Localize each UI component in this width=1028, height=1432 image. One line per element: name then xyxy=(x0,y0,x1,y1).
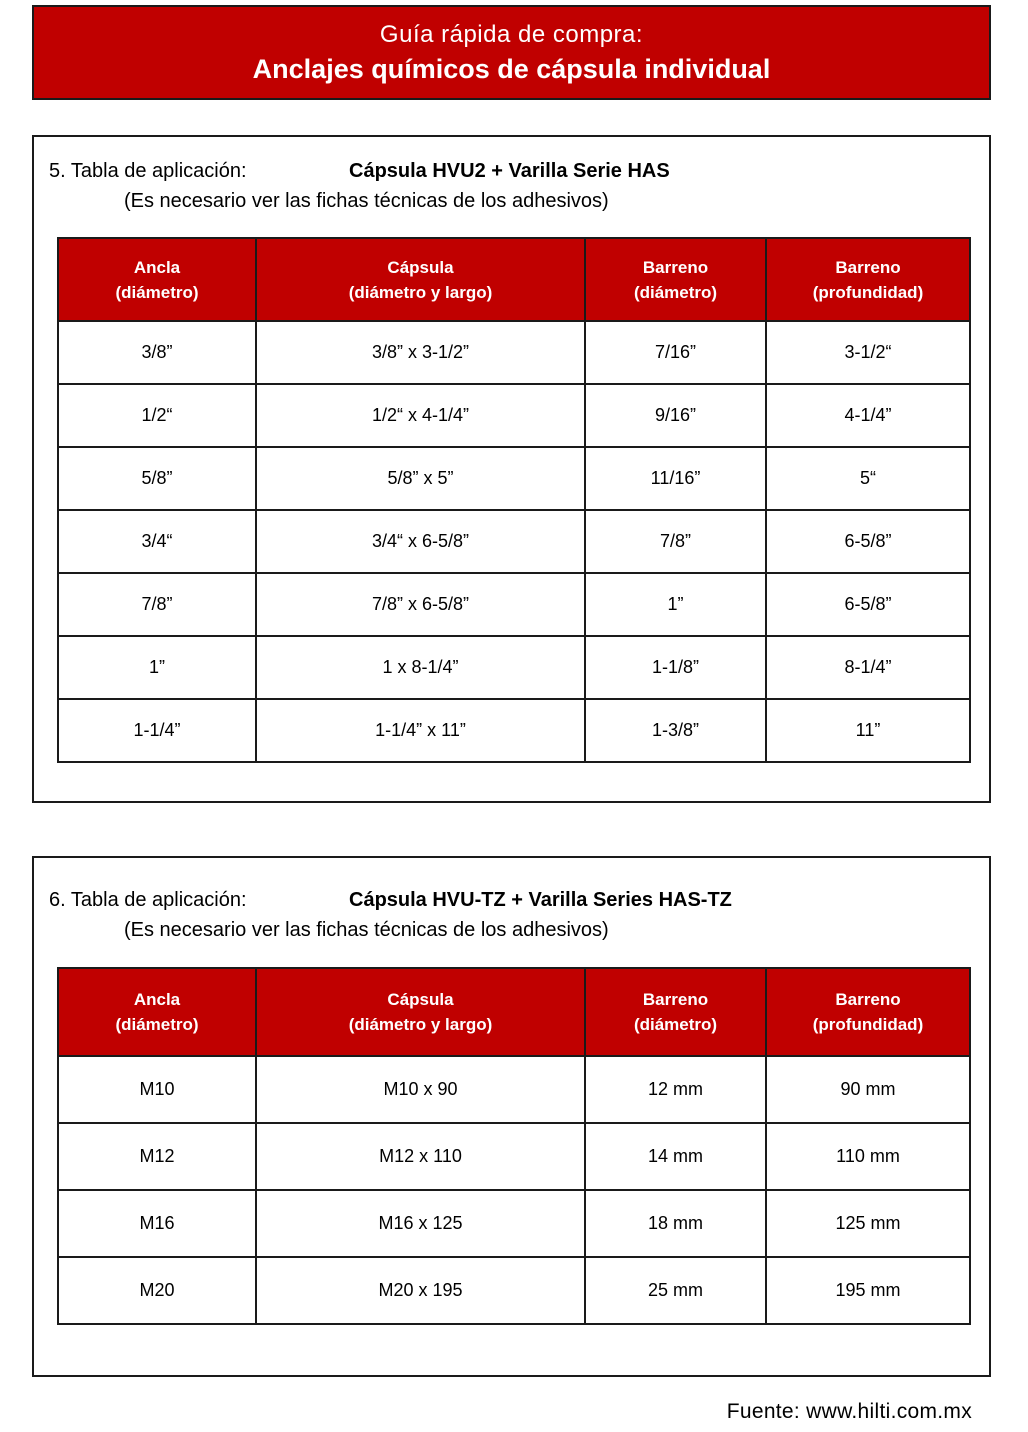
table-cell: 1 x 8-1/4” xyxy=(256,636,585,699)
table-cell: 5/8” x 5” xyxy=(256,447,585,510)
banner-title: Anclajes químicos de cápsula individual xyxy=(252,53,771,84)
table-heading xyxy=(49,887,732,913)
table-cell: 1-1/8” xyxy=(585,636,766,699)
table-note: (Es necesario ver las fichas técnicas de los adhesivos) xyxy=(124,919,609,941)
table-note: (Es necesario ver las fichas técnicas de los adhesivos) xyxy=(124,190,609,212)
table-cell: 4-1/4” xyxy=(766,384,970,447)
table-cell: 12 mm xyxy=(585,1056,766,1123)
application-table-panel-5 xyxy=(32,135,991,803)
title-banner xyxy=(32,5,991,100)
table-row xyxy=(58,636,970,699)
table-cell: 5/8” xyxy=(58,447,256,510)
table-row xyxy=(58,1056,970,1123)
application-table xyxy=(57,967,971,1325)
table-cell: 5“ xyxy=(766,447,970,510)
table-row xyxy=(58,510,970,573)
table-cell: 11/16” xyxy=(585,447,766,510)
column-header-anchor: Ancla (diámetro) xyxy=(58,968,256,1056)
table-cell: 1/2“ x 4-1/4” xyxy=(256,384,585,447)
column-header-hole-depth: Barreno (profundidad) xyxy=(766,238,970,321)
table-row xyxy=(58,321,970,384)
table-cell: 14 mm xyxy=(585,1123,766,1190)
table-row xyxy=(58,447,970,510)
table-cell: 1” xyxy=(58,636,256,699)
column-header-capsule: Cápsula (diámetro y largo) xyxy=(256,238,585,321)
column-header-anchor: Ancla (diámetro) xyxy=(58,238,256,321)
table-row xyxy=(58,699,970,762)
table-row xyxy=(58,1257,970,1324)
table-heading-product: Cápsula HVU-TZ + Varilla Series HAS-TZ xyxy=(349,889,732,911)
table-cell: 7/8” x 6-5/8” xyxy=(256,573,585,636)
table-cell: M20 x 195 xyxy=(256,1257,585,1324)
table-cell: 1-1/4” xyxy=(58,699,256,762)
table-cell: 25 mm xyxy=(585,1257,766,1324)
table-cell: M10 xyxy=(58,1056,256,1123)
table-cell: 7/8” xyxy=(58,573,256,636)
application-table xyxy=(57,237,971,763)
table-heading-label: 5. Tabla de aplicación: xyxy=(49,160,247,182)
table-cell: 1-3/8” xyxy=(585,699,766,762)
table-cell: 11” xyxy=(766,699,970,762)
table-cell: 6-5/8” xyxy=(766,510,970,573)
banner-subtitle: Guía rápida de compra: xyxy=(379,20,644,48)
column-header-hole-depth: Barreno (profundidad) xyxy=(766,968,970,1056)
table-cell: 7/16” xyxy=(585,321,766,384)
table-cell: 7/8” xyxy=(585,510,766,573)
table-cell: 3/8” xyxy=(58,321,256,384)
table-cell: 195 mm xyxy=(766,1257,970,1324)
column-header-hole-diameter: Barreno (diámetro) xyxy=(585,238,766,321)
table-cell: 1-1/4” x 11” xyxy=(256,699,585,762)
table-row xyxy=(58,1123,970,1190)
table-cell: M16 x 125 xyxy=(256,1190,585,1257)
table-cell: 110 mm xyxy=(766,1123,970,1190)
table-row xyxy=(58,573,970,636)
table-cell: 8-1/4” xyxy=(766,636,970,699)
table-header-row xyxy=(58,238,970,321)
table-cell: 6-5/8” xyxy=(766,573,970,636)
table-cell: 1” xyxy=(585,573,766,636)
table-cell: 3-1/2“ xyxy=(766,321,970,384)
table-cell: M16 xyxy=(58,1190,256,1257)
table-cell: M20 xyxy=(58,1257,256,1324)
table-cell: M12 xyxy=(58,1123,256,1190)
table-cell: 125 mm xyxy=(766,1190,970,1257)
table-cell: 18 mm xyxy=(585,1190,766,1257)
table-heading-product: Cápsula HVU2 + Varilla Serie HAS xyxy=(349,160,670,182)
table-heading-label: 6. Tabla de aplicación: xyxy=(49,889,247,911)
table-cell: 3/4“ xyxy=(58,510,256,573)
table-cell: 9/16” xyxy=(585,384,766,447)
column-header-capsule: Cápsula (diámetro y largo) xyxy=(256,968,585,1056)
table-cell: 90 mm xyxy=(766,1056,970,1123)
table-cell: M10 x 90 xyxy=(256,1056,585,1123)
table-cell: M12 x 110 xyxy=(256,1123,585,1190)
source-credit: Fuente: www.hilti.com.mx xyxy=(726,1400,972,1423)
table-cell: 3/8” x 3-1/2” xyxy=(256,321,585,384)
column-header-hole-diameter: Barreno (diámetro) xyxy=(585,968,766,1056)
table-cell: 1/2“ xyxy=(58,384,256,447)
table-row xyxy=(58,1190,970,1257)
table-row xyxy=(58,384,970,447)
table-header-row xyxy=(58,968,970,1056)
application-table-panel-6 xyxy=(32,856,991,1377)
table-cell: 3/4“ x 6-5/8” xyxy=(256,510,585,573)
table-heading xyxy=(49,158,670,184)
